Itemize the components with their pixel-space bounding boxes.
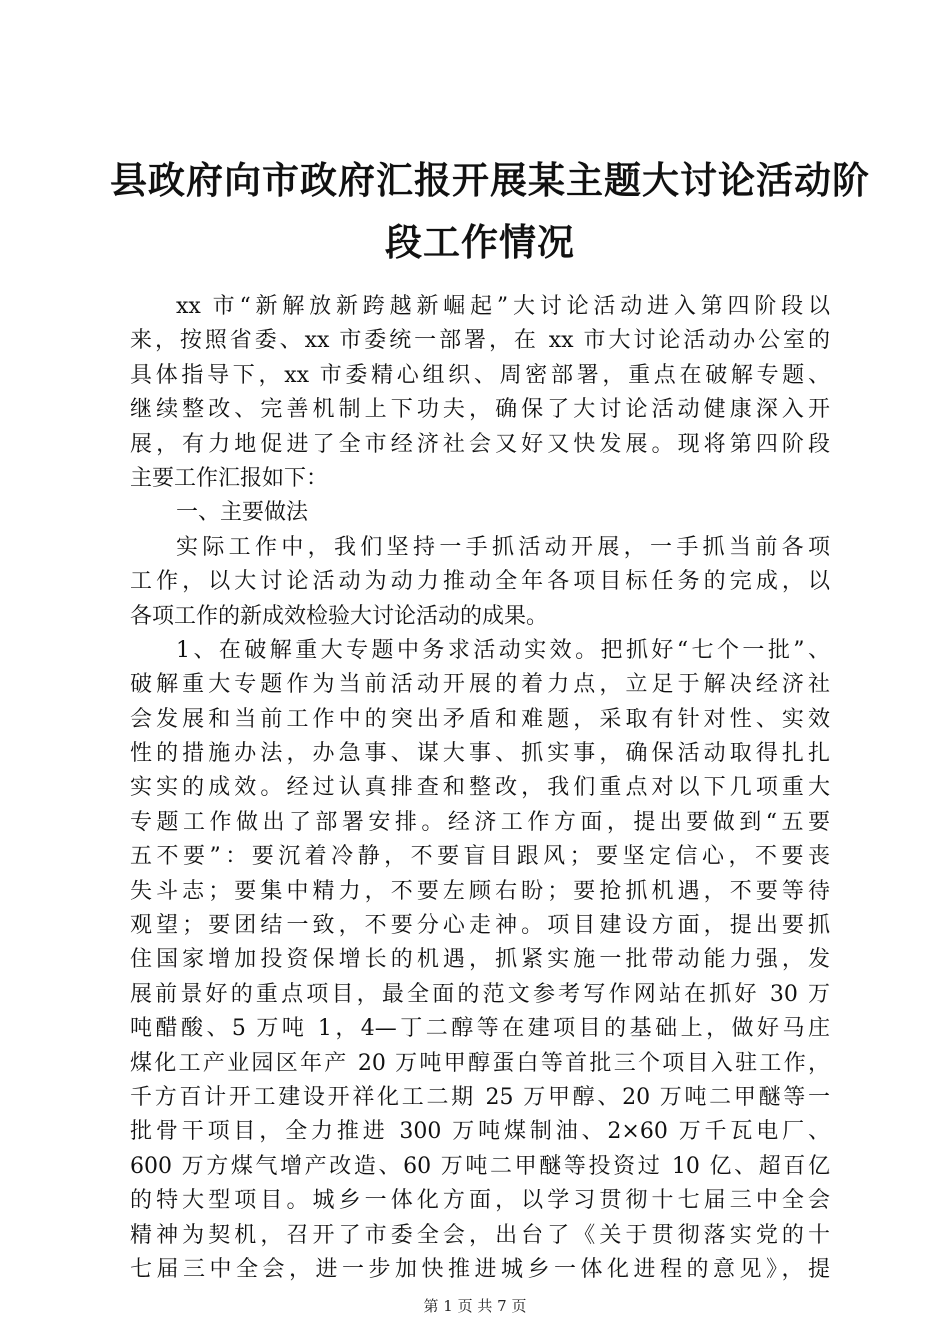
body-line: 失斗志；要集中精力，不要左顾右盼；要抢抓机遇，不要等待 (130, 878, 830, 904)
body-line: 破解重大专题作为当前活动开展的着力点，立足于解决经济社 (130, 672, 830, 698)
body-line: 住国家增加投资保增长的机遇，抓紧实施一批带动能力强，发 (130, 947, 830, 973)
body-line: 主要工作汇报如下： (130, 465, 329, 491)
body-line: 七届三中全会，进一步加快推进城乡一体化进程的意见》，提 (130, 1256, 830, 1282)
body-line: 实实的成效。经过认真排查和整改，我们重点对以下几项重大 (130, 775, 830, 801)
body-line: 性的措施办法，办急事、谋大事、抓实事，确保活动取得扎扎 (130, 741, 830, 767)
body-line: 各项工作的新成效检验大讨论活动的成果。 (130, 603, 549, 629)
body-line: 1、在破解重大专题中务求活动实效。把抓好“七个一批”、 (176, 637, 830, 663)
body-line: 五不要”：要沉着冷静，不要盲目跟风；要坚定信心，不要丧 (130, 844, 830, 870)
body-line: 来，按照省委、xx 市委统一部署，在 xx 市大讨论活动办公室的 (130, 328, 830, 354)
body-line: 专题工作做出了部署安排。经济工作方面，提出要做到“五要 (130, 809, 830, 835)
body-line: 观望；要团结一致，不要分心走神。项目建设方面，提出要抓 (130, 913, 830, 939)
body-line: 600 万方煤气增产改造、60 万吨二甲醚等投资过 10 亿、超百亿 (130, 1153, 830, 1179)
page-number-footer: 第 1 页 共 7 页 (423, 1297, 527, 1315)
body-line: 具体指导下，xx 市委精心组织、周密部署，重点在破解专题、 (130, 362, 830, 388)
body-line: 展，有力地促进了全市经济社会又好又快发展。现将第四阶段 (130, 431, 830, 457)
body-line: 千方百计开工建设开祥化工二期 25 万甲醇、20 万吨二甲醚等一 (130, 1084, 830, 1110)
body-line: 的特大型项目。城乡一体化方面，以学习贯彻十七届三中全会 (130, 1188, 830, 1214)
body-line: 继续整改、完善机制上下功夫，确保了大讨论活动健康深入开 (130, 397, 830, 423)
body-line: 展前景好的重点项目，最全面的范文参考写作网站在抓好 30 万 (130, 981, 830, 1007)
document-body (130, 290, 830, 1287)
body-line: 精神为契机，召开了市委全会，出台了《关于贯彻落实党的十 (130, 1222, 830, 1248)
body-line: 实际工作中，我们坚持一手抓活动开展，一手抓当前各项 (176, 534, 830, 560)
body-line: xx 市“新解放新跨越新崛起”大讨论活动进入第四阶段以 (176, 294, 830, 319)
body-line: 吨醋酸、5 万吨 1，4—丁二醇等在建项目的基础上，做好马庄 (130, 1016, 830, 1042)
document-title-line-1: 县政府向市政府汇报开展某主题大讨论活动阶 (110, 158, 870, 202)
section-heading: 一、主要做法 (176, 500, 309, 526)
body-line: 煤化工产业园区年产 20 万吨甲醇蛋白等首批三个项目入驻工作， (130, 1050, 830, 1076)
body-line: 批骨干项目，全力推进 300 万吨煤制油、2×60 万千瓦电厂、 (130, 1119, 830, 1145)
body-line: 会发展和当前工作中的突出矛盾和难题，采取有针对性、实效 (130, 706, 830, 732)
document-title-line-2: 段工作情况 (385, 220, 575, 264)
body-line: 工作，以大讨论活动为动力推动全年各项目标任务的完成，以 (130, 569, 830, 595)
